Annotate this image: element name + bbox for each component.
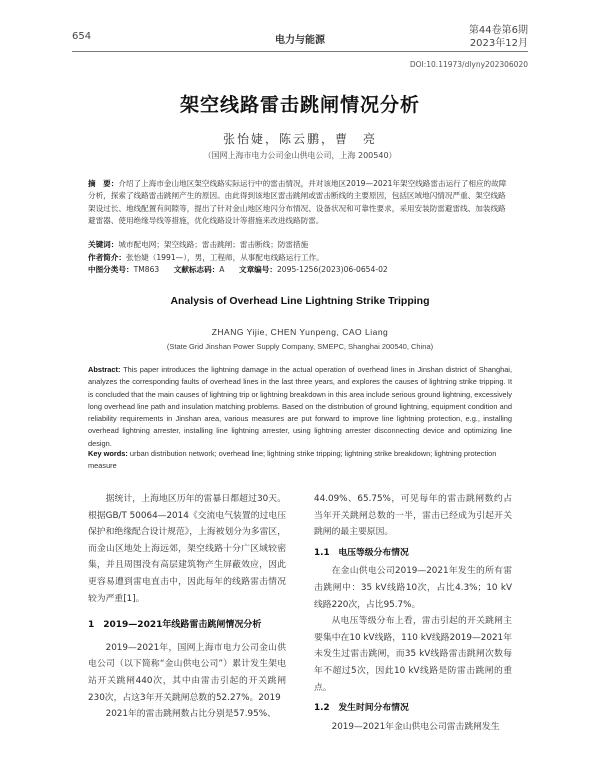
doc-code: A <box>219 265 225 274</box>
english-keywords-text: urban distribution network; overhead line; lightning strike tripping; lightning strike breakdown; lightning protection measure <box>88 449 497 471</box>
header-rule <box>72 51 528 52</box>
doi: DOI:10.11973/dlyny202306020 <box>409 60 528 69</box>
article-affiliation: （国网上海市电力公司金山供电公司，上海 200540） <box>203 151 397 160</box>
english-keywords <box>88 448 512 473</box>
chinese-keywords <box>88 239 512 251</box>
abstract-label: 摘 要： <box>88 179 119 188</box>
keywords-text: 城市配电网；架空线路；雷击跳闸；雷击断线；防雷措施 <box>118 240 309 249</box>
author-info-label: 作者简介： <box>88 253 126 262</box>
english-abstract <box>88 364 512 450</box>
issue-info <box>469 24 528 50</box>
article-title: 架空线路雷击跳闸情况分析 <box>179 94 420 116</box>
body-paragraph: 2021年的雷击跳闸数占比分别是57.95%、 <box>105 709 276 720</box>
article-authors: 张怡婕，陈云鹏，曹 亮 <box>222 132 377 146</box>
english-affiliation: (State Grid Jinshan Power Supply Company, SMEPC, Shanghai 200540, China) <box>166 342 434 351</box>
body-paragraph: 从电压等级分布上看，雷击引起的开关跳闸主要集中在10 kV线路，110 kV线路2019—2021年未发生过雷击跳闸，而35 kV线路雷击跳闸次数每年不超过5次，因此10 kV线路是防雷击跳闸的重点。 <box>314 616 512 693</box>
english-authors: ZHANG Yijie, CHEN Yunpeng, CAO Liang <box>211 327 389 337</box>
article-no-label: 文章编号： <box>238 265 277 274</box>
class-number: TM863 <box>133 265 160 274</box>
english-abstract-text: This paper introduces the lightning damage in the actual operation of overhead lines in Jinshan district of Shanghai, analyzes the corresponding faults of overhead lines in the last three years, and explores the causes of lightning strike tripping. It is concluded that the main causes of lightning trip or lightning breakdown in this area include serious ground lightning, excessively long overhead line path and insulation matching problems. Based on the distribution of ground lightning, equipment condition and reliability requirements in Jinshan area, various measures are put forward to improve line lightning protection, e.g., installing overhead lightning arrester, installing line lightning arrester, using lightning arrester disconnecting device and optimizing line design. <box>88 365 513 448</box>
doc-code-label: 文献标志码： <box>173 265 220 274</box>
section-heading-1: 1 2019—2021年线路雷击跳闸情况分析 <box>88 620 262 631</box>
author-info-text: 张怡婕（1991—），男，工程师，从事配电线路运行工作。 <box>125 253 324 262</box>
english-abstract-label: Abstract: <box>88 365 121 374</box>
english-keywords-label: Key words: <box>88 449 128 458</box>
body-left-column <box>88 491 286 723</box>
body-right-column <box>314 491 512 735</box>
page-number: 654 <box>72 31 92 42</box>
issue-date: 2023年12月 <box>469 38 528 49</box>
body-paragraph: 2019—2021年金山供电公司雷击跳闸发生 <box>331 721 500 732</box>
body-paragraph: 2019—2021年，国网上海市电力公司金山供电公司（以下简称“金山供电公司”）累计发生架电站开关跳闸440次，其中由雷击引起的开关跳闸230次，占这3年开关跳闸总数的52.27%。2019 <box>88 642 286 703</box>
english-title: Analysis of Overhead Line Lightning Strike Tripping <box>170 295 430 307</box>
abstract-text: 介绍了上海市金山地区架空线路实际运行中的雷击情况，并对该地区2019—2021年架空线路雷击运行了相应的故障分析，探索了线路雷击跳闸产生的原因。由此得到该地区雷击跳闸或雷击断线的主要原因，包括区域地闪情况严重、架空线路架设过长、地线配置有间隙等，提出了针对金山地区地闪分布情况、设备状况和可靠性要求，采用安装防雷避雷线、加装线路避雷器、使用绝缘导线等措施，优化线路设计等措施来改进线路防雷。 <box>88 179 507 226</box>
section-heading-1-2: 1.2 发生时间分布情况 <box>314 703 409 714</box>
body-paragraph: 据统计，上海地区历年的雷暴日都超过30天。根据GB/T 50064—2014《交流电气装置的过电压保护和绝缘配合设计规范》，上海被划分为多雷区，而金山区地处上海远郊，架空线路十分广区域较密集，并且周围没有高层建筑物产生屏蔽效应，因此更容易遭到雷电直击中，因此每年的线路雷击情况较为严重[1]。 <box>88 494 286 604</box>
body-paragraph: 在金山供电公司2019—2021年发生的所有雷击跳闸中：35 kV线路10次，占比4.3%；10 kV线路220次，占比95.7%。 <box>314 566 512 610</box>
section-heading-1-1: 1.1 电压等级分布情况 <box>314 547 409 558</box>
author-info <box>88 252 512 264</box>
classification-line <box>88 264 512 276</box>
chinese-abstract <box>88 178 512 228</box>
class-label: 中图分类号： <box>88 265 134 274</box>
article-no: 2095-1256(2023)06-0654-02 <box>276 265 388 274</box>
keywords-label: 关键词： <box>88 240 119 249</box>
body-paragraph: 44.09%、65.75%，可见每年的雷击跳闸数约占当年开关跳闸总数的一半，雷击已经成为引起开关跳闸的最主要原因。 <box>314 494 512 538</box>
volume-issue: 第44卷第6期 <box>468 25 528 36</box>
journal-name: 电力与能源 <box>275 35 325 46</box>
